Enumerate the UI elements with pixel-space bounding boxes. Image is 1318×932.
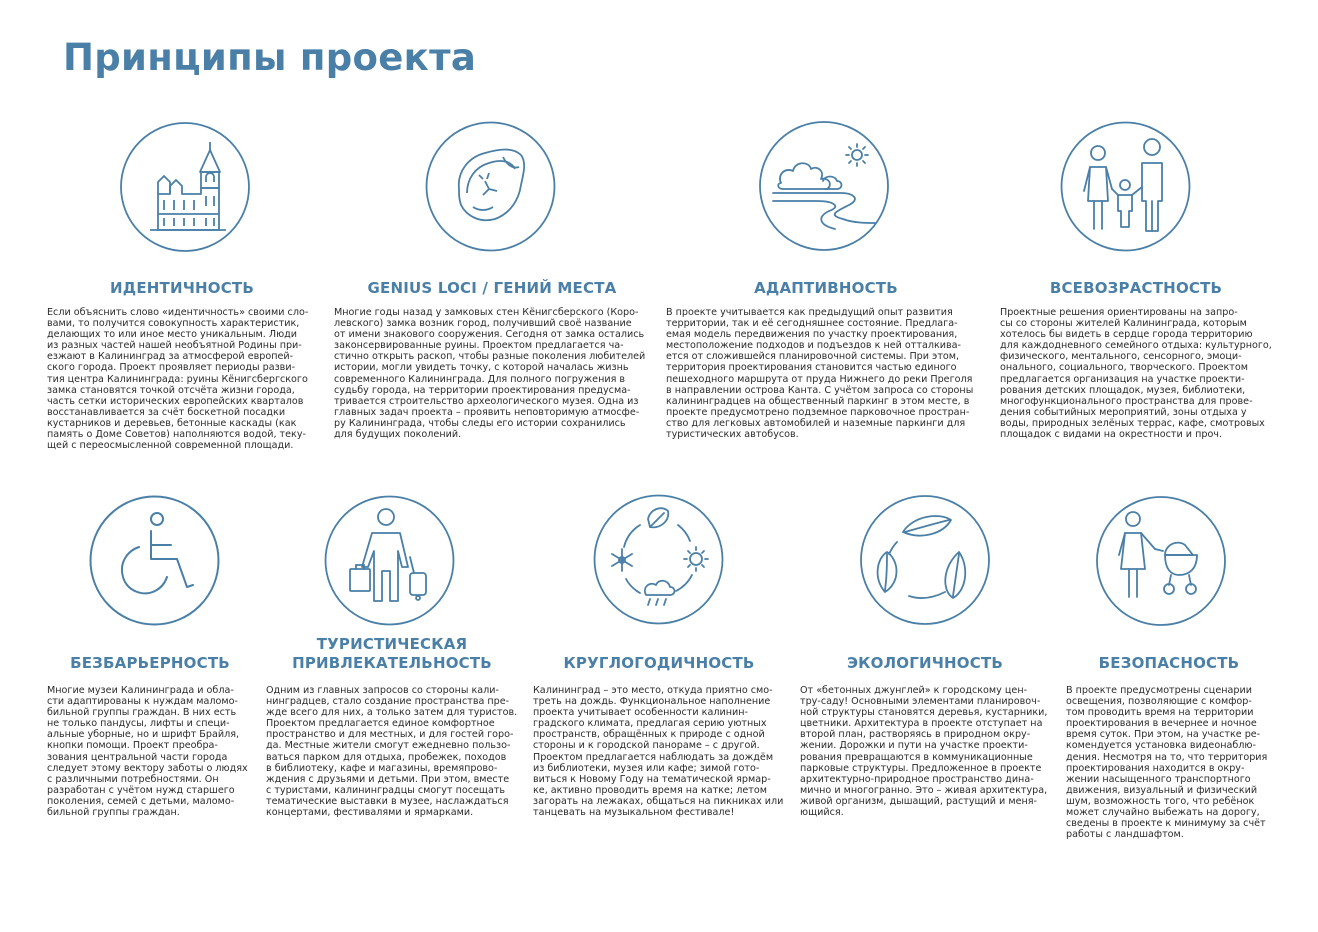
principle-heading: ТУРИСТИЧЕСКАЯ ПРИВЛЕКАТЕЛЬНОСТЬ [292,635,492,672]
principle-heading: ЭКОЛОГИЧНОСТЬ [846,654,1004,672]
principle-description: Если объяснить слово «идентичность» своими сло- вами, то получится совокупность характеристик, делающих то или иное место уникальным. Люди из разных частей нашей необъятной Родины при- езжают в Калининград за атмосферой европей- ского города. Проект проявляет периоды разви- тия центра Калининграда: руины Кёнигсбергского замка становятся точкой отсчёта жизни города, часть сетки исторических европейских кварталов восстанавливается за счёт боскетной посадки кустарников и деревьев, бетонные каскады (как память о Доме Советов) наполняются водой, теку- щей с переосмысленной современной площади. [47,307,309,452]
principle-heading: ИДЕНТИЧНОСТЬ [110,279,254,297]
principle-description: В проекте учитывается как предыдущий опыт развития территории, так и её сегодняшнее состояние. Предлага- емая модель передвижения по участку проектирования, местоположение подходов и подъездов к ней отталкива- ется от сложившейся планировочной системы. При этом, территория проектирования становится частью единого пешеходного маршрута от пруда Нижнего до реки Преголя в направлении острова Канта. С учётом запроса со стороны калининградцев на общественный паркинг в этом месте, в проекте предусмотрено подземное парковочное простран- ство для легковых автомобилей и наземные паркинги для туристических автобусов. [666,307,974,441]
principle-description: Калининград – это место, откуда приятно смо- треть на дождь. Функциональное наполнение проекта учитывает особенности калинин- градского климата, предлагая серию уютных пространств, обращённых к природе с одной стороны и к городской панораме – с другой. Проектом предлагается наблюдать за дождём из библиотеки, музея или кафе; зимой гото- виться к Новому Году на тематической ярмар- ке, активно проводить время на катке; летом загорать на лежаках, общаться на пикниках или танцевать на музыкальном фестивале! [533,685,784,819]
principle-heading: АДАПТИВНОСТЬ [754,279,898,297]
leaves-cycle-icon [857,492,993,628]
stroller-icon [1093,493,1229,629]
seasons-cycle-icon [590,491,727,628]
principle-description: Одним из главных запросов со стороны кали- нинградцев, стало создание пространства пре- жде всего для них, а только затем для туристов. Проектом предлагается единое комфортное пространство и для местных, и для гостей горо- да. Местные жители смогут ежедневно пользо- ваться парком для отдыха, пробежек, походов в библиотеку, кафе и магазины, времяпрово- ждения с друзьями и детьми. При этом, вместе с туристами, калининградцы смогут посещать тематические выставки в музее, наслаждаться концертами, фестивалями и ярмарками. [266,685,518,819]
castle-icon [118,120,252,254]
principle-heading: КРУГЛОГОДИЧНОСТЬ [563,654,755,672]
principle-heading: ВСЕВОЗРАСТНОСТЬ [1049,279,1223,297]
principle-description: От «бетонных джунглей» к городскому цен- тру-саду! Основными элементами планировоч- ной структуры становятся деревья, кустарники, цветники. Архитектура в проекте отступает на второй план, растворяясь в природном окру- жении. Дорожки и пути на участке проекти- рования превращаются в коммуникационные парковые структуры. Предложенное в проекте архитектурно-природное пространство дина- мично и многогранно. Это – живая архитектура, живой организм, дышащий, растущий и меня- ющийся. [800,685,1048,819]
landscape-river-icon [757,119,891,253]
principle-description: Проектные решения ориентированы на запро- сы со стороны жителей Калининграда, которым хотелось бы видеть в сердце города территорию для каждодневного семейного отдыха: культурного, физического, ментального, сенсорного, эмоци- онального, социального, творческого. Проектом предлагается организация на участке проекти- рования детских площадок, музея, библиотеки, многофункционального пространства для прове- дения событийных мероприятий, зоны отдыха у воды, природных зелёных террас, кафе, смотровых площадок с видами на окрестности и проч. [1000,307,1272,441]
amber-stone-icon [423,119,558,254]
wheelchair-icon [87,493,222,628]
principle-description: Многие годы назад у замковых стен Кёнигсберского (Коро- левского) замка возник город, получивший своё название от имени знакового сооружения. Сегодня от замка остались законсервированные руины. Проектом предлагается ча- стично открыть раскоп, чтобы разные поколения любителей истории, могли увидеть точку, с которой началась жизнь современного Калининграда. Для полного погружения в судьбу города, на территории проектирования предусма- тривается строительство археологического музея. Одна из главных задач проекта – проявить неповторимую атмосфе- ру Калининграда, чтобы следы его истории сохранились для будущих поколений. [334,307,646,441]
principle-description: В проекте предусмотрены сценарии освещения, позволяющие с комфор- том проводить время на территории проектирования в вечернее и ночное время суток. При этом, на участке ре- комендуется установка видеонаблю- дения. Несмотря на то, что территория проектирования находится в окру- жении насыщенного транспортного движения, визуальный и физический шум, возможность того, что ребёнок может случайно выбежать на дорогу, сведены в проекте к минимуму за счёт работы с ландшафтом. [1066,685,1268,841]
page-title: Принципы проекта [63,36,477,79]
principle-heading: БЕЗОПАСНОСТЬ [1098,654,1240,672]
principle-heading: GENIUS LOCI / ГЕНИЙ МЕСТА [367,279,617,297]
principle-heading: БЕЗБАРЬЕРНОСТЬ [70,654,230,672]
family-icon [1058,119,1193,254]
tourist-luggage-icon [322,493,457,628]
principle-description: Многие музеи Калининграда и обла- сти адаптированы к нуждам маломо- бильной группы граждан. В них есть не только пандусы, лифты и специ- альные уборные, но и шрифт Брайля, кнопки помощи. Проект преобра- зования центральной части города следует этому вектору заботы о людях с различными потребностями. Он разработан с учётом нужд старшего поколения, семей с детьми, маломо- бильной группы граждан. [47,685,248,819]
